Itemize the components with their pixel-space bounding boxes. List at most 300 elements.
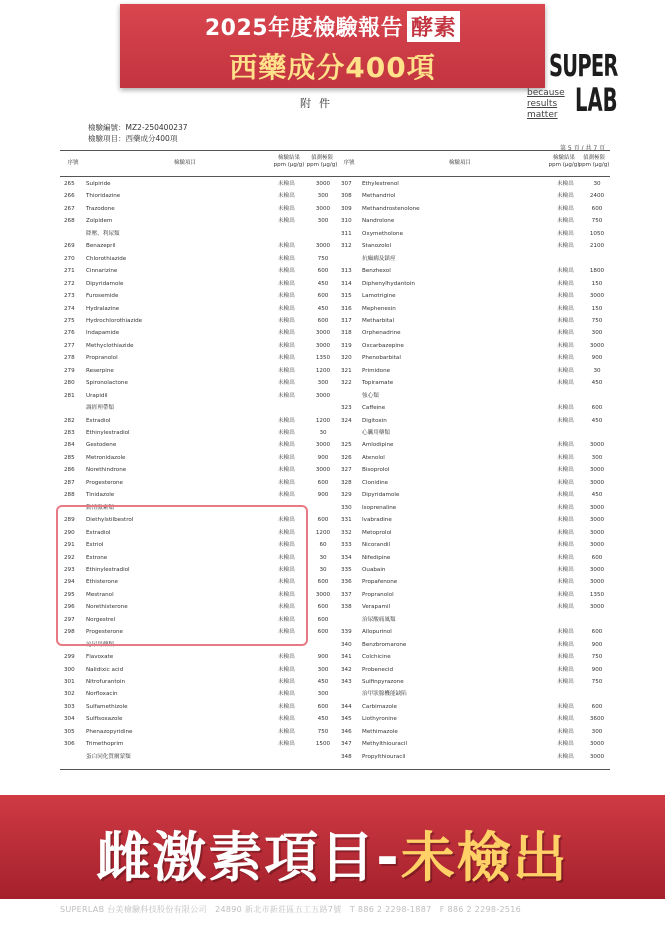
cell-no: 341 xyxy=(341,654,352,661)
cell-limit: 2400 xyxy=(589,193,605,200)
cell-result: 未檢出 xyxy=(278,629,295,636)
cell-no: 313 xyxy=(341,268,352,275)
cell-limit: 300 xyxy=(591,330,603,337)
cell-result: 未檢出 xyxy=(557,566,574,573)
cell-no: 310 xyxy=(341,218,352,225)
cell-limit: 600 xyxy=(591,554,603,561)
cell-limit: 3600 xyxy=(589,716,605,723)
cell-no: 302 xyxy=(64,691,75,698)
cell-item: Carbimazole xyxy=(362,703,397,710)
cell-result: 未檢出 xyxy=(557,417,574,424)
superlab-logo xyxy=(527,48,618,120)
cell-item: Estradiol xyxy=(86,529,111,536)
cell-item: Benazepril xyxy=(86,243,116,250)
cell-item: Spironolactone xyxy=(86,380,128,387)
cell-item: Thioridazine xyxy=(86,193,121,200)
cell-limit: 300 xyxy=(317,218,329,225)
cell-no: 293 xyxy=(64,566,75,573)
cell-limit: 1050 xyxy=(589,230,605,237)
table-row xyxy=(60,439,610,451)
cell-item: Methandrostenolone xyxy=(362,205,420,212)
cell-item: Hydralazine xyxy=(86,305,120,312)
cell-limit: 600 xyxy=(317,293,329,300)
cell-no: 276 xyxy=(64,330,75,337)
cell-item: Methimazole xyxy=(362,728,398,735)
cell-limit: 750 xyxy=(591,317,603,324)
estrogen-highlight-box xyxy=(56,505,308,646)
cell-limit: 1800 xyxy=(589,268,605,275)
cell-no: 277 xyxy=(64,342,75,349)
cell-limit: 3000 xyxy=(589,542,605,549)
cell-no: 295 xyxy=(64,591,75,598)
cell-result: 未檢出 xyxy=(278,193,295,200)
table-row xyxy=(60,203,610,215)
cell-result: 未檢出 xyxy=(557,529,574,536)
cell-limit: 1200 xyxy=(315,417,331,424)
cell-result: 未檢出 xyxy=(557,679,574,685)
cell-result: 未檢出 xyxy=(278,430,295,436)
cell-no: 271 xyxy=(64,268,75,275)
cell-no: 288 xyxy=(64,492,75,499)
conclusion-banner xyxy=(0,795,665,899)
cell-limit: 3000 xyxy=(315,591,331,598)
company-footer: SUPERLAB 台美檢驗科技股份有限公司 24890 新北市新莊區五工五路7號 T 886 2 2298-1887 F 886 2 2298-2516 xyxy=(60,905,522,914)
cell-no: 279 xyxy=(64,367,75,374)
cell-no: 344 xyxy=(341,703,352,710)
cell-result: 未檢出 xyxy=(557,442,574,449)
cell-result: 未檢出 xyxy=(557,380,574,387)
cell-result: 未檢出 xyxy=(278,591,295,598)
table-row xyxy=(60,489,610,501)
logo-tagline-1: because xyxy=(527,88,565,98)
cell-limit: 450 xyxy=(591,492,603,499)
cell-no: 309 xyxy=(341,205,352,212)
table-row xyxy=(60,415,610,427)
cell-result: 未檢出 xyxy=(278,380,295,387)
cell-no: 292 xyxy=(64,554,75,561)
cell-item: Metoprolol xyxy=(362,529,392,536)
cell-item: Ethinylestradiol xyxy=(86,430,130,436)
cell-limit: 1350 xyxy=(589,591,605,598)
cell-item: Bisoprolol xyxy=(362,467,390,474)
cell-item: Chlorothiazide xyxy=(86,255,127,262)
cell-limit: 450 xyxy=(591,417,603,424)
cell-item: Nalidixic acid xyxy=(86,666,124,673)
cell-limit: 2100 xyxy=(589,243,605,250)
cell-result: 未檢出 xyxy=(278,654,295,661)
cell-item: Zolpidem xyxy=(86,218,113,225)
cell-item: Colchicine xyxy=(362,654,391,661)
cell-result: 未檢出 xyxy=(557,330,574,337)
cell-no: 278 xyxy=(64,355,75,362)
cell-item: Digitoxin xyxy=(362,417,387,424)
cell-item: Hydrochlorothiazide xyxy=(86,317,143,324)
cell-limit: 750 xyxy=(591,679,603,685)
cell-item: Flavoxate xyxy=(86,654,114,661)
cell-limit: 30 xyxy=(319,554,327,561)
cell-no: 298 xyxy=(64,629,75,636)
cell-item: Benzbromarone xyxy=(362,641,407,648)
cell-limit: 3000 xyxy=(315,442,331,449)
table-row xyxy=(60,402,610,414)
cell-limit: 30 xyxy=(319,566,327,573)
attachment-title: 附件 xyxy=(300,97,338,110)
cell-no: 305 xyxy=(64,728,75,735)
cell-limit: 1500 xyxy=(315,741,331,748)
cell-result: 未檢出 xyxy=(278,268,295,275)
cell-limit: 3000 xyxy=(589,293,605,300)
cell-no: 266 xyxy=(64,193,75,200)
cell-limit: 3000 xyxy=(315,205,331,212)
cell-limit: 600 xyxy=(317,268,329,275)
cell-result: 未檢出 xyxy=(278,554,295,561)
cell-no: 272 xyxy=(64,280,75,287)
table-row xyxy=(60,377,610,389)
cell-limit: 3000 xyxy=(589,753,605,760)
cell-limit: 300 xyxy=(317,380,329,387)
cell-item: Isoprenaline xyxy=(362,504,397,511)
table-row xyxy=(60,751,610,763)
cell-no: 346 xyxy=(341,728,352,735)
table-row xyxy=(60,303,610,315)
cell-no: 324 xyxy=(341,417,352,424)
cell-result: 未檢出 xyxy=(278,616,295,623)
cell-no: 267 xyxy=(64,205,75,212)
cell-result: 未檢出 xyxy=(557,517,574,524)
cell-result: 未檢出 xyxy=(278,330,295,337)
banner-title-line2: 西藥成分400項 xyxy=(229,51,436,84)
cell-item: 調經理帶類 xyxy=(86,405,114,412)
cell-result: 未檢出 xyxy=(557,629,574,636)
cell-result: 未檢出 xyxy=(557,454,574,461)
cell-item: Phenazopyridine xyxy=(86,728,133,735)
table-row xyxy=(60,240,610,252)
cell-no: 335 xyxy=(341,566,352,573)
header-no-left: 序號 xyxy=(67,160,79,166)
cell-result: 未檢出 xyxy=(557,641,574,648)
cell-no: 291 xyxy=(64,542,75,549)
cell-limit: 750 xyxy=(591,654,603,661)
cell-result: 未檢出 xyxy=(278,305,295,312)
table-row xyxy=(60,215,610,227)
cell-limit: 750 xyxy=(591,218,603,225)
cell-item: Phenobarbital xyxy=(362,355,401,362)
cell-item: 強心類 xyxy=(362,392,379,399)
cell-result: 未檢出 xyxy=(557,181,574,187)
cell-limit: 3000 xyxy=(589,517,605,524)
cell-item: Nicorandil xyxy=(362,542,391,549)
table-row xyxy=(60,477,610,489)
cell-item: Methyclothiazide xyxy=(86,342,134,349)
cell-no: 297 xyxy=(64,616,75,623)
cell-result: 未檢出 xyxy=(557,554,574,561)
results-table xyxy=(60,150,610,770)
cell-result: 未檢出 xyxy=(278,467,295,474)
cell-limit: 900 xyxy=(317,654,329,661)
cell-no: 283 xyxy=(64,430,75,436)
table-row xyxy=(60,190,610,202)
logo-tagline-2: results xyxy=(527,99,558,109)
cell-item: Nitrofurantoin xyxy=(86,679,126,685)
header-item-left: 檢驗項目 xyxy=(173,160,196,166)
cell-result: 未檢出 xyxy=(557,716,574,723)
cell-result: 未檢出 xyxy=(278,679,295,685)
cell-no: 317 xyxy=(341,317,352,324)
cell-no: 337 xyxy=(341,591,352,598)
cell-item: Estradiol xyxy=(86,417,111,424)
table-row xyxy=(60,327,610,339)
cell-result: 未檢出 xyxy=(278,317,295,324)
cell-item: Primidone xyxy=(362,367,391,374)
cell-no: 303 xyxy=(64,703,75,710)
cell-limit: 30 xyxy=(593,181,601,187)
cell-no: 318 xyxy=(341,330,352,337)
cell-item: 降壓、利尿類 xyxy=(86,230,120,237)
table-row xyxy=(60,390,610,402)
cell-result: 未檢出 xyxy=(278,293,295,300)
cell-item: Estrone xyxy=(86,554,108,561)
header-item-right: 檢驗項目 xyxy=(448,160,471,166)
cell-result: 未檢出 xyxy=(557,479,574,486)
cell-item: Sulfisoxazole xyxy=(86,716,123,723)
conclusion-text xyxy=(0,815,665,892)
cell-limit: 150 xyxy=(591,305,603,312)
cell-limit: 3000 xyxy=(589,479,605,486)
cell-item: Trazodone xyxy=(86,205,115,212)
cell-item: 心臟用藥類 xyxy=(362,430,390,436)
cell-limit: 600 xyxy=(317,479,329,486)
banner-category-tag: 酵素 xyxy=(407,11,460,42)
cell-result: 未檢出 xyxy=(557,268,574,275)
cell-item: Orphenadrine xyxy=(362,330,401,337)
cell-limit: 3000 xyxy=(589,467,605,474)
cell-item: Reserpine xyxy=(86,367,114,374)
cell-no: 275 xyxy=(64,317,75,324)
cell-limit: 3000 xyxy=(315,467,331,474)
cell-result: 未檢出 xyxy=(278,255,295,262)
cell-item: Ouabain xyxy=(362,566,386,573)
cell-no: 333 xyxy=(341,542,352,549)
cell-no: 336 xyxy=(341,579,352,586)
table-row xyxy=(60,228,610,240)
cell-no: 312 xyxy=(341,243,352,250)
cell-no: 330 xyxy=(341,504,352,511)
cell-limit: 600 xyxy=(591,205,603,212)
cell-limit: 30 xyxy=(593,367,601,374)
cell-no: 343 xyxy=(341,679,352,685)
cell-item: Metronidazole xyxy=(86,454,126,461)
cell-no: 321 xyxy=(341,367,352,374)
cell-item: Verapamil xyxy=(362,604,391,611)
cell-item: Amlodipine xyxy=(362,442,394,449)
cell-limit: 3000 xyxy=(589,442,605,449)
cell-item: Methandriol xyxy=(362,193,396,200)
header-limit-right: 偵測極限 ppm (μg/g) xyxy=(578,155,610,168)
cell-limit: 600 xyxy=(591,629,603,636)
cell-limit: 450 xyxy=(317,679,329,685)
cell-no: 319 xyxy=(341,342,352,349)
cell-item: Dipyridamole xyxy=(362,492,400,499)
cell-no: 327 xyxy=(341,467,352,474)
cell-no: 311 xyxy=(341,230,352,237)
cell-result: 未檢出 xyxy=(278,604,295,611)
logo-tagline-3: matter xyxy=(527,110,558,120)
cell-limit: 300 xyxy=(317,193,329,200)
cell-limit: 3000 xyxy=(315,330,331,337)
cell-result: 未檢出 xyxy=(557,280,574,287)
banner-title-prefix: 2025年度檢驗報告 xyxy=(204,16,404,41)
cell-no: 287 xyxy=(64,479,75,486)
cell-no: 306 xyxy=(64,741,75,748)
cell-result: 未檢出 xyxy=(557,542,574,549)
cell-item: Propylthiouracil xyxy=(362,753,406,760)
cell-item: Furosemide xyxy=(86,293,119,300)
cell-result: 未檢出 xyxy=(557,218,574,225)
cell-limit: 300 xyxy=(591,454,603,461)
table-row xyxy=(60,315,610,327)
cell-item: Dipyridamole xyxy=(86,280,124,287)
cell-result: 未檢出 xyxy=(278,529,295,536)
cell-no: 342 xyxy=(341,666,352,673)
test-item: 檢驗項目：西藥成分400項 xyxy=(88,134,178,143)
cell-result: 未檢出 xyxy=(278,417,295,424)
cell-no: 322 xyxy=(341,380,352,387)
cell-item: Ethisterone xyxy=(86,579,118,586)
cell-limit: 300 xyxy=(591,728,603,735)
cell-no: 340 xyxy=(341,641,352,648)
cell-item: Nifedipine xyxy=(362,554,391,561)
conclusion-accent: 未檢出 xyxy=(400,826,569,889)
cell-item: Gestodene xyxy=(86,442,117,449)
banner-title-line1 xyxy=(120,11,545,42)
cell-limit: 3000 xyxy=(315,243,331,250)
cell-limit: 450 xyxy=(317,305,329,312)
cell-no: 285 xyxy=(64,454,75,461)
header-result-left: 檢驗結果 ppm (μg/g) xyxy=(273,155,305,168)
cell-no: 296 xyxy=(64,604,75,611)
cell-item: Norethindrone xyxy=(86,467,127,474)
cell-limit: 3000 xyxy=(589,579,605,586)
cell-result: 未檢出 xyxy=(557,579,574,586)
cell-item: Sulpiride xyxy=(86,181,111,187)
cell-limit: 600 xyxy=(317,616,329,623)
table-row xyxy=(60,452,610,464)
cell-limit: 3000 xyxy=(315,342,331,349)
cell-result: 未檢出 xyxy=(278,181,295,187)
cell-no: 316 xyxy=(341,305,352,312)
table-header xyxy=(60,151,610,177)
cell-item: 泌尿用藥類 xyxy=(86,641,114,648)
cell-result: 未檢出 xyxy=(557,367,574,374)
cell-no: 265 xyxy=(64,181,75,187)
cell-item: Ethinylestradiol xyxy=(86,566,130,573)
header-no-right: 序號 xyxy=(343,160,355,166)
table-row xyxy=(60,738,610,750)
cell-item: Urapidil xyxy=(86,392,108,399)
cell-item: Norfloxacin xyxy=(86,691,118,698)
cell-limit: 300 xyxy=(317,666,329,673)
cell-result: 未檢出 xyxy=(557,654,574,661)
cell-item: Methylthiouracil xyxy=(362,741,408,748)
cell-no: 329 xyxy=(341,492,352,499)
table-row xyxy=(60,178,610,190)
cell-item: Caffeine xyxy=(362,405,386,412)
cell-item: Propranolol xyxy=(86,355,118,362)
cell-item: Metharbital xyxy=(362,317,395,324)
cell-no: 282 xyxy=(64,417,75,424)
cell-item: Oxcarbazepine xyxy=(362,342,404,349)
header-limit-left: 偵測極限 ppm (μg/g) xyxy=(306,155,338,168)
cell-result: 未檢出 xyxy=(557,193,574,200)
cell-item: Cinnarizine xyxy=(86,268,118,275)
cell-item: Tinidazole xyxy=(86,492,115,499)
cell-limit: 60 xyxy=(319,542,327,549)
cell-limit: 3000 xyxy=(315,392,331,399)
cell-item: 動情激素類 xyxy=(86,504,114,511)
cell-limit: 3000 xyxy=(589,342,605,349)
cell-item: Norethisterone xyxy=(86,604,128,611)
table-row xyxy=(60,253,610,265)
cell-result: 未檢出 xyxy=(278,243,295,250)
table-row xyxy=(60,651,610,663)
cell-limit: 450 xyxy=(317,280,329,287)
cell-item: Mestranol xyxy=(86,591,114,598)
cell-limit: 600 xyxy=(317,517,329,524)
cell-limit: 3000 xyxy=(589,566,605,573)
cell-result: 未檢出 xyxy=(557,230,574,237)
cell-result: 未檢出 xyxy=(557,405,574,412)
cell-no: 273 xyxy=(64,293,75,300)
cell-no: 323 xyxy=(341,405,352,412)
cell-no: 348 xyxy=(341,753,352,760)
cell-no: 299 xyxy=(64,654,75,661)
cell-no: 339 xyxy=(341,629,352,636)
cell-no: 284 xyxy=(64,442,75,449)
cell-limit: 300 xyxy=(317,691,329,698)
cell-limit: 600 xyxy=(317,703,329,710)
cell-no: 308 xyxy=(341,193,352,200)
table-row xyxy=(60,664,610,676)
cell-result: 未檢出 xyxy=(557,305,574,312)
cell-result: 未檢出 xyxy=(557,504,574,511)
cell-limit: 150 xyxy=(591,280,603,287)
cell-result: 未檢出 xyxy=(278,205,295,212)
cell-no: 280 xyxy=(64,380,75,387)
cell-item: Nandrolone xyxy=(362,218,395,225)
report-number: 檢驗編號：MZ2-250400237 xyxy=(88,123,188,132)
table-row xyxy=(60,464,610,476)
cell-result: 未檢出 xyxy=(557,317,574,324)
cell-result: 未檢出 xyxy=(278,542,295,549)
cell-item: Indapamide xyxy=(86,330,120,337)
cell-no: 334 xyxy=(341,554,352,561)
cell-result: 未檢出 xyxy=(278,666,295,673)
logo-word-super: SUPER xyxy=(549,49,618,84)
cell-item: Allopurinol xyxy=(362,629,392,636)
cell-item: Norgestrel xyxy=(86,616,116,623)
cell-limit: 3000 xyxy=(589,741,605,748)
header-result-right: 檢驗結果 ppm (μg/g) xyxy=(548,155,580,168)
cell-limit: 450 xyxy=(591,380,603,387)
cell-result: 未檢出 xyxy=(557,355,574,362)
cell-item: 抗癲癇及鎮痙 xyxy=(362,255,396,262)
cell-result: 未檢出 xyxy=(278,691,295,698)
cell-no: 345 xyxy=(341,716,352,723)
title-banner xyxy=(120,4,545,88)
cell-no: 304 xyxy=(64,716,75,723)
cell-item: Stanozolol xyxy=(362,243,392,250)
cell-limit: 900 xyxy=(591,355,603,362)
